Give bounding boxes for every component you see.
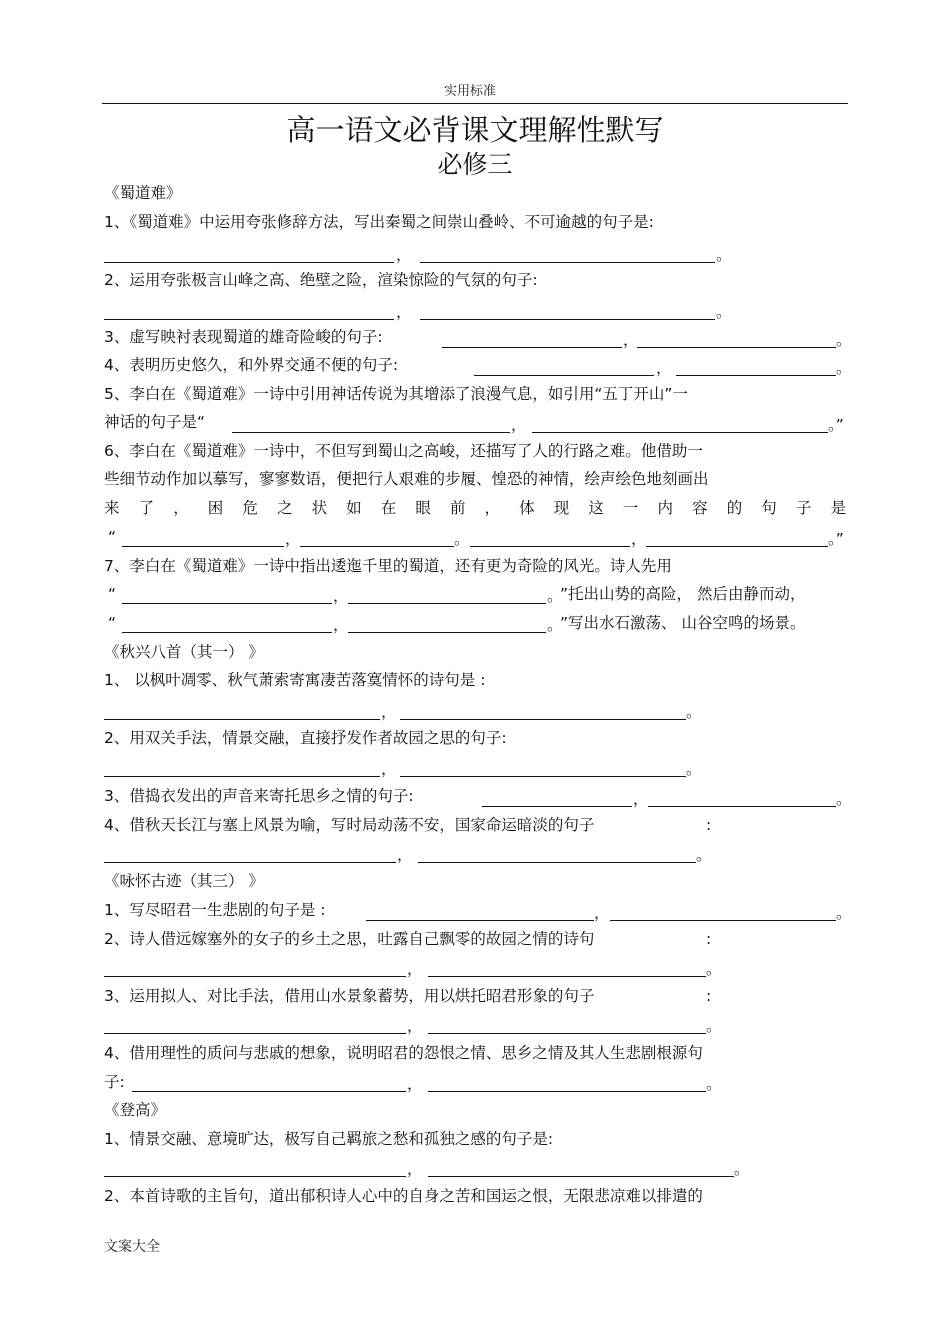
period-close-quote: 。” (828, 416, 844, 434)
justified-char: 体 (519, 499, 535, 517)
period: 。 (547, 616, 563, 634)
answer-blank[interactable] (232, 432, 510, 433)
answer-blank[interactable] (420, 262, 715, 263)
comma: ， (381, 703, 397, 721)
justified-char: 内 (657, 499, 674, 517)
answer-blank[interactable] (104, 719, 380, 720)
comma: ， (407, 1075, 423, 1093)
question-qiuxing-1: 1、 以枫叶凋零、秋气萧索寄寓凄苦落寞情怀的诗句是 : (104, 671, 486, 689)
question-shudaonan-1: 1、《蜀道难》中运用夸张修辞方法，写出秦蜀之间崇山叠岭、不可逾越的句子是: (104, 213, 654, 231)
answer-blank[interactable] (348, 632, 546, 633)
question-yonghuai-1: 1、写尽昭君一生悲剧的句子是 : (104, 901, 326, 919)
answer-blank[interactable] (122, 603, 332, 604)
question-qiuxing-4: 4、借秋天长江与塞上风景为喻，写时局动荡不安，国家命运暗淡的句子 (104, 816, 595, 834)
section-heading-denggao: 《登高》 (104, 1101, 167, 1119)
answer-blank[interactable] (470, 546, 630, 547)
period: 。 (734, 1160, 750, 1178)
section-heading-shudaonan: 《蜀道难》 (104, 184, 182, 202)
comma: ， (333, 616, 349, 634)
justified-char: 句 (761, 499, 777, 517)
comma: ， (407, 960, 423, 978)
page-footer: 文案大全 (104, 1239, 160, 1255)
answer-blank[interactable] (474, 375, 654, 376)
question-denggao-2: 2、本首诗歌的主旨句，道出郁积诗人心中的自身之苦和国运之恨，无限悲凉难以排遣的 (104, 1187, 703, 1205)
question-shudaonan-2: 2、运用夸张极言山峰之高、绝壁之险，渲染惊险的气氛的句子: (104, 271, 538, 289)
comma: ， (594, 904, 610, 922)
question-yonghuai-4: 4、借用理性的质问与悲戚的想象，说明昭君的怨恨之情、思乡之情及其人生悲剧根源句 (104, 1044, 703, 1062)
answer-blank[interactable] (104, 976, 406, 977)
comma: ， (631, 530, 647, 548)
answer-blank[interactable] (610, 920, 836, 921)
answer-blank[interactable] (637, 347, 836, 348)
period: 。 (696, 846, 712, 864)
comma: ， (623, 331, 639, 349)
comma: ， (397, 846, 413, 864)
answer-blank[interactable] (428, 976, 706, 977)
answer-blank[interactable] (428, 1176, 734, 1177)
comma: ， (333, 587, 349, 605)
justified-char: ， (484, 499, 501, 517)
open-quote: “ (108, 528, 117, 546)
justified-char: 前 (449, 499, 466, 517)
answer-blank[interactable] (646, 546, 828, 547)
section-heading-qiuxing: 《秋兴八首（其一） 》 (104, 643, 264, 661)
answer-blank[interactable] (348, 603, 546, 604)
justified-char: 眼 (415, 499, 431, 517)
question-yonghuai-2: 2、诗人借远嫁塞外的女子的乡土之思，吐露自己飘零的故园之情的诗句 (104, 930, 595, 948)
period: 。 (836, 331, 852, 349)
period: 。 (836, 904, 852, 922)
justified-char: 困 (207, 499, 224, 517)
comma: ， (396, 246, 412, 264)
open-quote: “ (108, 614, 117, 632)
answer-blank[interactable] (428, 1091, 706, 1092)
comma: ， (633, 790, 649, 808)
question-denggao-1: 1、情景交融、意境旷达，极写自己羁旅之愁和孤独之感的句子是: (104, 1130, 554, 1148)
answer-blank[interactable] (420, 319, 715, 320)
answer-blank[interactable] (104, 319, 394, 320)
page-subtitle: 必修三 (437, 150, 513, 179)
comma: ， (285, 530, 301, 548)
answer-blank[interactable] (104, 1033, 406, 1034)
question-shudaonan-7: 7、李白在《蜀道难》一诗中指出逶迤千里的蜀道，还有更为奇险的风光。诗人先用 (104, 557, 672, 575)
period: 。 (686, 703, 702, 721)
answer-blank[interactable] (104, 1176, 406, 1177)
answer-blank[interactable] (442, 347, 622, 348)
justified-char: 了 (138, 499, 155, 517)
justified-char: 一 (622, 499, 639, 517)
colon: : (706, 816, 712, 834)
answer-blank[interactable] (132, 1091, 406, 1092)
question-shudaonan-6: 6、李白在《蜀道难》一诗中，不但写到蜀山之高峻，还描写了人的行路之难。他借助一 (104, 442, 703, 460)
question-shudaonan-5: 5、李白在《蜀道难》一诗中引用神话传说为其增添了浪漫气息，如引用“五丁开山”一 (104, 385, 688, 403)
justified-char: 是 (830, 499, 846, 517)
header-rule (102, 103, 848, 104)
question-shudaonan-7-tail2: ”写出水石激荡、 山谷空鸣的场景。 (560, 614, 806, 632)
question-shudaonan-6-justified (104, 498, 846, 518)
colon: : (706, 987, 712, 1005)
question-shudaonan-4: 4、表明历史悠久，和外界交通不便的句子: (104, 356, 399, 374)
justified-char: 之 (276, 499, 293, 517)
period: 。 (706, 1075, 722, 1093)
justified-char: ， (173, 499, 189, 517)
justified-char: 在 (380, 499, 397, 517)
answer-blank[interactable] (104, 862, 396, 863)
answer-blank[interactable] (418, 862, 696, 863)
open-quote: “ (108, 585, 117, 603)
answer-blank[interactable] (104, 776, 380, 777)
colon: : (706, 930, 712, 948)
justified-char: 状 (311, 499, 328, 517)
period: 。 (547, 587, 563, 605)
question-shudaonan-3: 3、虚写映衬表现蜀道的雄奇险峻的句子: (104, 328, 383, 346)
justified-char: 危 (242, 499, 258, 517)
period: 。 (836, 790, 852, 808)
question-shudaonan-6-cont: 些细节动作加以摹写，寥寥数语，便把行人艰难的步履、惶恐的神情，绘声绘色地刻画出 (104, 470, 709, 488)
justified-char: 的 (726, 499, 743, 517)
question-yonghuai-4-cont: 子: (104, 1073, 125, 1091)
answer-blank[interactable] (104, 262, 394, 263)
comma: ， (407, 1017, 423, 1035)
question-qiuxing-3: 3、借捣衣发出的声音来寄托思乡之情的句子: (104, 787, 414, 805)
answer-blank[interactable] (300, 546, 454, 547)
period: 。 (706, 960, 722, 978)
period: 。 (836, 359, 852, 377)
period: 。 (716, 246, 732, 264)
answer-blank[interactable] (400, 776, 686, 777)
comma: ， (396, 303, 412, 321)
period: 。 (686, 760, 702, 778)
justified-char: 子 (795, 499, 812, 517)
period: 。 (716, 303, 732, 321)
justified-char: 来 (104, 499, 120, 517)
justified-char: 这 (588, 499, 604, 517)
comma: ， (407, 1160, 423, 1178)
justified-char: 容 (692, 499, 708, 517)
section-heading-yonghuai: 《咏怀古迹（其三） 》 (104, 872, 264, 890)
period: 。 (454, 530, 470, 548)
question-qiuxing-2: 2、用双关手法，情景交融，直接抒发作者故园之思的句子: (104, 729, 507, 747)
page-header: 实用标准 (444, 84, 497, 99)
page-title: 高一语文必背课文理解性默写 (286, 113, 664, 147)
answer-blank[interactable] (648, 806, 836, 807)
period: 。 (706, 1017, 722, 1035)
question-shudaonan-5-cont: 神话的句子是“ (104, 413, 206, 431)
answer-blank[interactable] (122, 546, 284, 547)
answer-blank[interactable] (532, 432, 828, 433)
answer-blank[interactable] (122, 632, 332, 633)
answer-blank[interactable] (676, 375, 836, 376)
justified-char: 现 (553, 499, 570, 517)
comma: ， (511, 416, 527, 434)
answer-blank[interactable] (400, 719, 686, 720)
answer-blank[interactable] (482, 806, 632, 807)
question-yonghuai-3: 3、运用拟人、对比手法，借用山水景象蓄势，用以烘托昭君形象的句子 (104, 987, 595, 1005)
answer-blank[interactable] (428, 1033, 706, 1034)
comma: ， (381, 760, 397, 778)
justified-char: 如 (346, 499, 362, 517)
period-close-quote: 。” (828, 530, 844, 548)
answer-blank[interactable] (366, 920, 594, 921)
comma: ， (656, 359, 672, 377)
question-shudaonan-7-tail1: ”托出山势的高险， 然后由静而动， (560, 585, 806, 603)
